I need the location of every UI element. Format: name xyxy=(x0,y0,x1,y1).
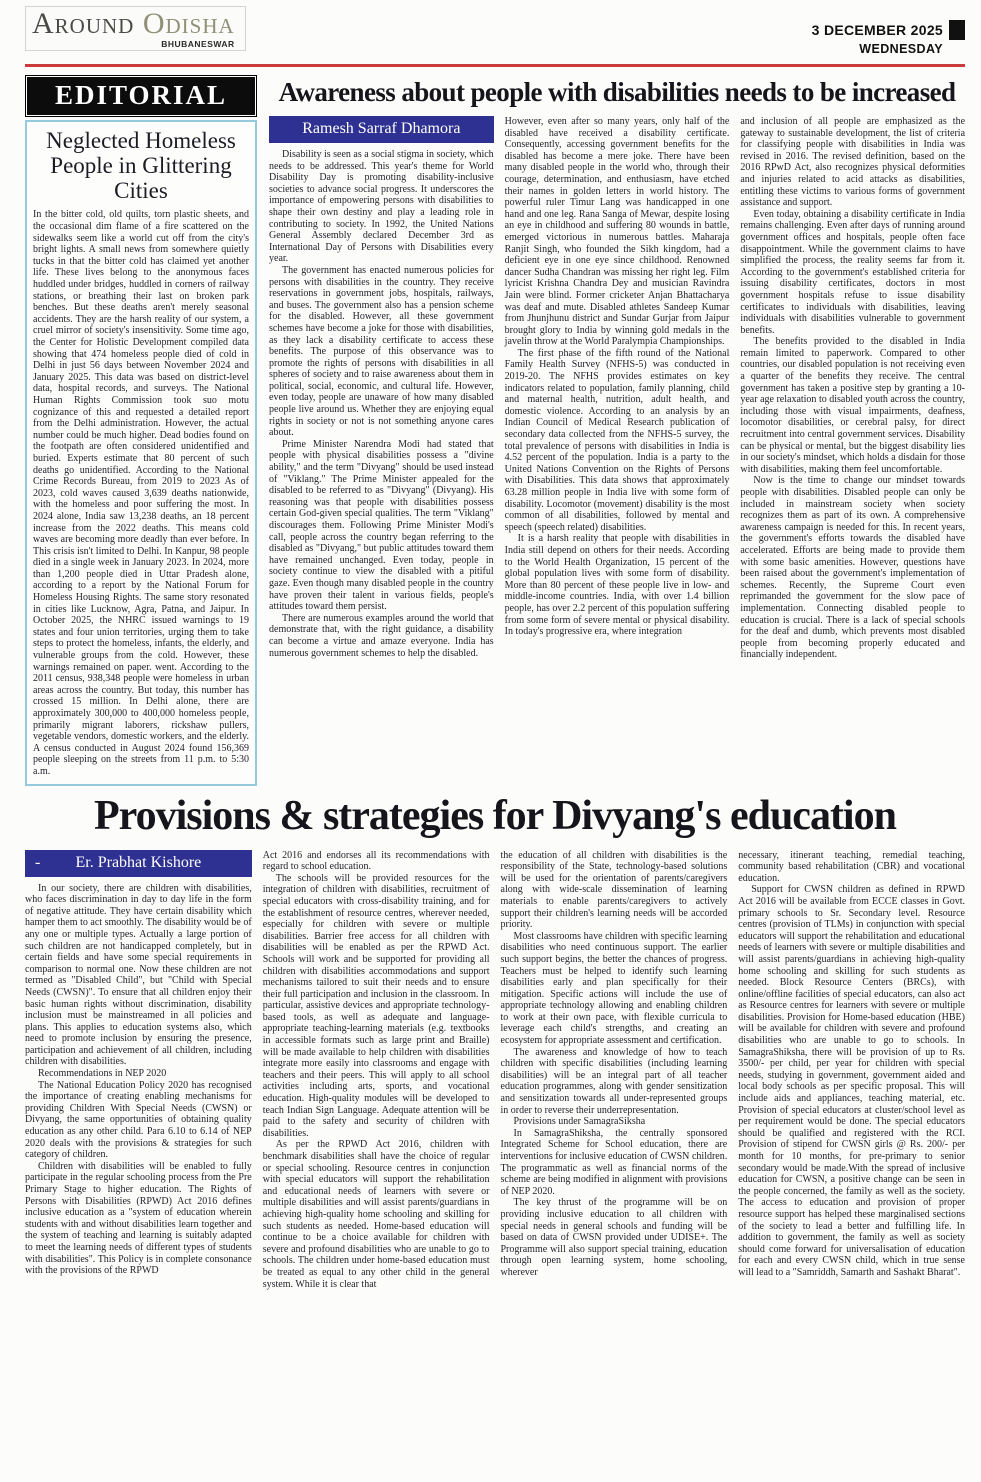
logo-odisha: Odisha xyxy=(134,7,235,40)
paragraph: Now is the time to change our mindset towards people with disabilities. Disabled people can only be included in mainstream society when society recognizes them as part of its own. A comprehensive awareness campaign is needed for this. In recent years, the government's efforts towards the disabled have accelerated. Efforts are being made to provide them with some basic amenities. However, questions have been raised about the government's implementation of schemes. Recently, the Supreme Court even reprimanded the government for the slow pace of implementation. Connecting disabled people to education is crucial. There is a lack of special schools for the deaf and dumb, which prevents most disabled people from becoming properly educated and financially independent. xyxy=(740,475,966,661)
paragraph: There are numerous examples around the world that demonstrate that, with the right guidance, a disability can become a virtue and amaze everyone. India has numerous government schemes to help the disabled. xyxy=(269,612,494,659)
paragraph: the education of all children with disabilities is the responsibility of the State, technology-based solutions will be used for the orientation of parents/caregivers along with wide-scale dissemination of learning materials to enable parents/caregivers to actively support their children's learning needs will be accorded priority. xyxy=(500,849,728,931)
article1-col1 xyxy=(269,116,494,661)
logo-around: Around xyxy=(32,7,135,40)
paragraph: Prime Minister Narendra Modi had stated that people with physical disabilities possess a "divine ability," and the term "Divyang" should be used instead of "Viklang." The Prime Minister appealed for the disabled to be referred to as "Divyang" (Divyang). His reasoning was that people with disabilities possess certain God-given special qualities. The term "Viklang" discourages them. Following Prime Minister Modi's call, people across the country began referring to the disabled as "Divyang," but public attitudes toward them have remained unchanged. Even today, people in society continue to view the disabled with a pitiful gaze. Even though many disabled people in the country have proven their talent in various fields, people's attitudes toward them persist. xyxy=(269,438,494,613)
paragraph: The key thrust of the programme will be on providing inclusive education to all children with special needs in general schools and funding will be based on data of CWSN provided under UDISE+. The Programme will also support special training, education through open learning system, home schooling, wherever xyxy=(500,1197,728,1278)
article2-col3-text xyxy=(501,850,728,1279)
date-block xyxy=(812,20,965,56)
article2-headline: Provisions & strategies for Divyang's education xyxy=(94,792,896,839)
editorial-title: Neglected Homeless People in Glittering Cities xyxy=(46,128,236,203)
paragraph: Even today, obtaining a disability certificate in India remains challenging. Even after days of running around government offices and hospitals, people often face disappointment. While the government claims to have simplified the process, the reality seems far from it. According to the government's established criteria for issuing disability certificates, doctors in most government hospitals refuse to issue disability certificates to individuals with disabilities, leaving individuals with disabilities vulnerable to government benefits. xyxy=(740,208,966,336)
article1-headline: Awareness about people with disabilities needs to be increased xyxy=(278,77,956,107)
article2-byline-name: Er. Prabhat Kishore xyxy=(75,853,202,871)
article2-col4-text xyxy=(738,850,965,1279)
article2-col2-text xyxy=(263,850,490,1291)
paragraph: necessary, itinerant teaching, remedial teaching, community based rehabilitation (CBR) and vocational education. xyxy=(738,849,965,884)
paragraph: However, even after so many years, only half of the disabled have received a disability certificate. Consequently, accessing government benefits for the disabled has become a mere joke. There have been many disabled people in the world who, through their courage, determination, and enthusiasm, have etched their names in golden letters in world history. The powerful ruler Timur Lang was handicapped in one hand and one leg. Rana Sanga of Mewar, despite losing an eye in childhood and suffering 80 wounds in battle, emerged victorious in numerous battles. Maharaja Ranjit Singh, who founded the Sikh kingdom, had a deficient eye in one eye since childhood. Renowned dancer Sudha Chandran was missing her right leg. Film lyricist Krishna Chandra Dey and musician Ravindra Jain were blind. Former cricketer Anjan Bhattacharya was deaf and mute. Disabled athletes Sandeep Kumar from Jhunjhunu district and Sundar Gurjar from Jaipur brought glory to India by winning gold medals in the javelin throw at the World Paralympia Championships. xyxy=(504,116,730,348)
paragraph: Support for CWSN children as defined in RPWD Act 2016 will be available from ECCE classes in Govt. primary schools to Sr. Secondary level. Resource centres (provision of TLMs) in conjunction with special educators will support the rehabilitation and educational needs of learners with severe or multiple disabilities and will assist parents/guardians in achieving high-quality home schooling and skilling for such students as needed. Block Resource Centers (BRCs), with online/offline facilities of special educators, can also act as Resource centres for learners with severe or multiple disabilities. Provision for Home-based education (HBE) will be available for children with severe and profound disabilities who are unable to go to schools. In SamagraShiksha, there will be provision of up to Rs. 3500/- per child, per year for children with special needs, studying in government, government aided and local body schools as per specific proposal. This will include aids and appliances, teaching material, etc. Provision of special educators at cluster/school level as per requirement would be done. The special educators should be qualified and registered with the RCI. Provision of stipend for CWSN girls @ Rs. 200/- per month for 10 months, for pre-primary to senior secondary would be made.With the spread of inclusive education for CWSN, a positive change can be seen in the people concerned, the family as well as the society. The access to education and provision of proper resource support has helped these marginalised sections of the society to lead a better and fulfilling life. In addition to government, the family as well as society should come forward for universalisation of education for each and every CWSN child, which in true sense will lead to a "Samriddh, Samarth and Sashakt Bharat". xyxy=(738,884,965,1278)
paragraph: The National Education Policy 2020 has recognised the importance of creating enabling mechanisms for providing Children With Special Needs (CWSN) or Divyang, the same opportunities of obtaining quality education as any other child. Para 6.10 to 6.14 of NEP 2020 deals with the provisions & strategies for such category of children. xyxy=(25,1079,252,1161)
editorial-box xyxy=(25,120,257,786)
editorial-body xyxy=(33,209,249,777)
byline-dash: - xyxy=(35,853,41,871)
paragraph: In SamagraShiksha, the centrally sponsored Integrated Scheme for School education, there are interventions for inclusive education of CWSN children. The programmatic as well as financial norms of the scheme are being modified in alignment with provisions of NEP 2020. xyxy=(500,1127,728,1197)
paragraph: As per the RPWD Act 2016, children with benchmark disabilities shall have the choice of regular or special schooling. Resource centres in conjunction with special educators will support the rehabilitation and educational needs of learners with severe or multiple disabilities and will assist parents/guardians in achieving high-quality home schooling and skilling for such students as needed. Home-based education will continue to be a choice available for children with severe and profound disabilities who are unable to go to schools. The children under home-based education must be treated as equal to any other child in the general system. While it is clear that xyxy=(262,1139,490,1290)
article2-col1-text xyxy=(25,883,252,1277)
editorial-label: EDITORIAL xyxy=(25,75,257,117)
paragraph: Children with disabilities will be enabled to fully participate in the regular schooling process from the Pre Primary Stage to higher education. The Rights of Persons with Disabilities (RPWD) Act 2016 defines inclusive education as a "system of education wherein students with and without disabilities learn together and the system of teaching and learning is suitably adapted to meet the learning needs of different types of students with disabilities". This Policy is in complete consonance with the provisions of the RPWD xyxy=(25,1160,252,1277)
issue-date: 3 DECEMBER 2025 xyxy=(811,22,943,38)
article2-col2 xyxy=(263,850,490,1291)
issue-day: WEDNESDAY xyxy=(859,42,943,56)
article1-col3-text xyxy=(740,116,965,661)
logo-title xyxy=(32,9,235,39)
article2-col4 xyxy=(738,850,965,1291)
article1-byline: Ramesh Sarraf Dhamora xyxy=(269,116,494,143)
article1-col2-text xyxy=(505,116,730,638)
article1 xyxy=(269,75,965,786)
article2-col3 xyxy=(501,850,728,1291)
article1-col3 xyxy=(740,116,965,661)
paragraph: The schools will be provided resources for the integration of children with disabilities, recruitment of special educators with cross-disability training, and for the establishment of resource centres, wherever needed, especially for children with severe or multiple disabilities. Barrier free access for all children with disabilities will be enabled as per the RPWD Act. Schools will work and be supported for providing all children with disabilities accommodations and support mechanisms tailored to suit their needs and to ensure their full participation and inclusion in the classroom. In particular, assistive devices and appropriate technology-based tools, as well as adequate and language-appropriate teaching-learning materials (e.g. textbooks in accessible formats such as large print and Braille) will be made available to help children with disabilities integrate more easily into classrooms and engage with teachers and their peers. This will apply to all school activities including arts, sports, and vocational education. High-quality modules will be developed to teach Indian Sign Language. Adequate attention will be paid to the safety and security of children with disabilities. xyxy=(262,872,490,1139)
editorial-column xyxy=(25,75,257,786)
article1-col1-text xyxy=(269,149,494,659)
article2-byline xyxy=(25,850,252,877)
date-square-icon xyxy=(949,20,965,40)
paragraph: The first phase of the fifth round of the National Family Health Survey (NFHS-5) was conducted in 2019-20. The NFHS provides estimates on key indicators related to population, family planning, child and maternal health, nutrition, adult health, and domestic violence. According to an analysis by an Indian Council of Medical Research publication of secondary data collected from the NFHS-5 survey, the total prevalence of persons with disabilities in India is 4.52 percent of the population. India is a party to the United Nations Convention on the Rights of Persons with Disabilities. This data shows that approximately 63.28 million people in India live with some form of disability. Locomotor (movement) disability is the most common of all disabilities, followed by mental and speech (speech related) disabilities. xyxy=(504,347,730,533)
paragraph: Act 2016 and endorses all its recommendations with regard to school education. xyxy=(262,849,490,873)
article2 xyxy=(25,792,965,1291)
paragraph: Recommendations in NEP 2020 xyxy=(38,1068,167,1080)
paragraph: Disability is seen as a social stigma in society, which needs to be addressed. This year's theme for World Disability Day is promoting disability-inclusive societies to advance social progress. It underscores the importance of empowering persons with disabilities to shape their own destiny and play a leading role in contributing to society. In 1992, the United Nations General Assembly declared December 3rd as International Day of Persons with Disabilities every year. xyxy=(269,149,494,265)
masthead xyxy=(25,6,965,60)
paragraph: It is a harsh reality that people with disabilities in India still depend on others for their needs. According to the World Health Organization, 15 percent of the global population lives with some form of disability. More than 80 percent of these people live in low- and middle-income countries. India, with over 1.4 billion people, has over 2.2 percent of this population suffering from some form of severe mental or physical disability. In today's progressive era, where integration xyxy=(504,533,730,638)
paragraph: Most classrooms have children with specific learning disabilities who need continuous support. The earlier such support begins, the better the chances of progress. Teachers must be helped to identify such learning disabilities early and plan specifically for their mitigation. Specific actions will include the use of appropriate technology allowing and enabling children to work at their own pace, with flexible curricula to leverage each child's strengths, and creating an ecosystem for appropriate assessment and certification. xyxy=(500,930,728,1047)
logo-city: BHUBANESWAR xyxy=(161,39,235,49)
paragraph: Provisions under SamagraSiksha xyxy=(513,1116,646,1128)
paragraph: In our society, there are children with disabilities, who faces discrimination in day to day life in the form of negative attitude. They have certain disability which hamper them to act smoothly. The disability would be of any one or multiple types. Actually a large portion of such children are not handicapped completely, but in certain fields and have some special requirements in comparison to normal one. Now these children are not termed as "Disabled Child", but "Child with Special Needs (CWSN)". To ensure that all children enjoy their basic human rights without discrimination, disability inclusion must be mainstreamed in all policies and plans. This applies to education systems also, which need to promote inclusion by ensuring the presence, participation and achievement of all children, including children with disabilities. xyxy=(25,882,252,1068)
top-section xyxy=(25,75,965,786)
article1-col2 xyxy=(505,116,730,661)
paragraph: and inclusion of all people are emphasized as the gateway to sustainable development, the list of criteria for classifying people with disabilities in India was revised in 2016. The revised definition, based on the 2016 RPwD Act, also recognizes physical deformities and injuries related to acid attacks as disabilities, entitling these victims to various forms of government assistance and support. xyxy=(740,116,966,209)
article2-col1 xyxy=(25,850,252,1291)
paragraph: The government has enacted numerous policies for persons with disabilities in the country. They receive reservations in government jobs, hospitals, railways, and buses. The government also has a pension scheme for the disabled. However, all these government schemes have become a joke for those with disabilities, as they lack a disability certificate to access these benefits. The purpose of this observance was to promote the rights of persons with disabilities in all spheres of society and to raise awareness about them in political, social, economic, and cultural life. However, even today, people are unaware of how many disabled people live around us. Whether they are enjoying equal rights in society or not is not something anyone cares about. xyxy=(269,264,494,439)
paragraph: The benefits provided to the disabled in India remain limited to paperwork. Compared to other countries, our disabled population is not receiving even a quarter of the benefits they receive. The central government has taken a positive step by granting a 10-year age relaxation to disabled youth across the country, including those with visual impairments, deafness, locomotor disabilities, or cerebral palsy, for direct recruitment into central government services. Disability can be physical or mental, but the biggest disability lies in our society's mindset, which holds a disdain for those with disabilities, making them feel uncomfortable. xyxy=(740,336,966,475)
paragraph: The awareness and knowledge of how to teach children with specific disabilities (including learning disabilities) will be an integral part of all teacher education programmes, along with gender sensitization and sensitization towards all under-represented groups in order to reverse their underrepresentation. xyxy=(500,1046,728,1116)
masthead-divider xyxy=(25,64,965,67)
newspaper-logo xyxy=(25,6,246,51)
paragraph: In the bitter cold, old quilts, torn plastic sheets, and the occasional dim flame of a fire scattered on the sidewalks seem like a world cut off from the city's bright lights. A small news from somewhere quietly tucks in that the bitter cold has claimed yet another life. These lives belong to the anonymous faces huddled under bridges, huddled in corners of railway stations, or breathing their last on broken park benches. But these deaths aren't merely seasonal accidents. They are the harsh reality of our system, a cruel mirror of society's insensitivity. Some time ago, the Center for Holistic Development compiled data showing that 474 homeless people died of cold in Delhi in just 56 days between November 2024 and January 2025. This data was based on district-level data, hospital records, and surveys. The National Human Rights Commission took suo motu cognizance of this and requested a detailed report from the Delhi administration. However, the actual number could be much higher. Dead bodies found on the footpath are often considered unidentified and buried. Experts estimate that 80 percent of such deaths go unidentified. According to the National Crime Records Bureau, from 2019 to 2023 As of 2023, cold waves caused 3,639 deaths nationwide, with the homeless and poor suffering the most. In 2024 alone, India saw 13,238 deaths, an 18 percent increase from the 2022 deaths. This means cold waves are becoming more deadly than ever before. In This crisis isn't limited to Delhi. In Kanpur, 98 people died in a single week in January 2023. In 2024, more than 1,200 people died in Uttar Pradesh alone, according to a report by the National Forum for Homeless Housing Rights. The same story resonated in cities like Lucknow, Agra, Patna, and Jaipur. In October 2025, the NHRC issued warnings to 19 states and four union territories, urging them to take steps to protect the homeless, infants, the elderly, and vulnerable groups from the cold. However, these warnings remained on paper. went. According to the 2011 census, 938,348 people were homeless in urban areas across the country. But today, this number has crossed 15 million. In Delhi alone, there are approximately 300,000 to 400,000 homeless people, primarily migrant laborers, rickshaw pullers, vegetable vendors, domestic workers, and the elderly. A census conducted in August 2024 found 156,369 people sleeping on the streets from 11 p.m. to 5:30 a.m. xyxy=(33,209,249,777)
